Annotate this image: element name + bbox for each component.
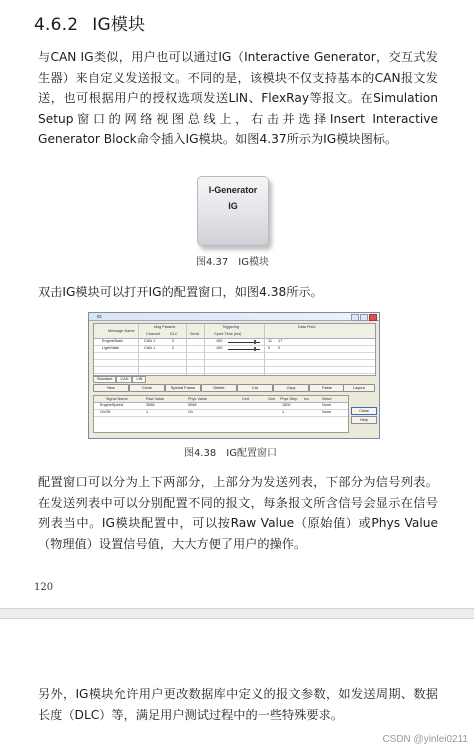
signal-list-header <box>94 396 348 403</box>
tab-lin[interactable]: LIN <box>132 376 146 383</box>
ig-module-icon <box>197 176 269 246</box>
message-cycle: 100 <box>216 339 223 343</box>
col-unit: Unit <box>242 397 249 401</box>
col-dlc: DLC <box>170 332 178 336</box>
col-signal-name: Signal Name <box>106 397 128 401</box>
col-data-field: Data Field <box>298 325 316 329</box>
signal-phys-value: 3068 <box>188 403 197 407</box>
paragraph-open-window: 双击IG模块可以打开IG的配置窗口，如图4.38所示。 <box>38 285 323 299</box>
tab-standard[interactable]: Standard <box>93 376 116 383</box>
maximize-icon <box>360 314 368 321</box>
window-titlebar <box>89 313 379 321</box>
col-phys-value: Phys Value <box>188 397 207 401</box>
col-message-name: Message Name <box>108 329 135 333</box>
figure-437-caption: 图4.37 IG模块 <box>196 257 269 268</box>
col-triggering: Triggering <box>222 325 239 329</box>
signal-raw-value: 3068 <box>146 403 155 407</box>
layout-button[interactable]: Layout <box>343 384 375 392</box>
col-channel: Channel <box>146 332 161 336</box>
signal-phys-value: On <box>188 410 194 414</box>
cycle-slider-knob <box>254 340 256 344</box>
col-wave: Wave <box>322 397 332 401</box>
col-inc: Inc <box>304 397 310 401</box>
data-byte-0: 11 <box>268 339 272 343</box>
ig-block-line2: IG <box>228 201 238 211</box>
col-raw-value: Raw Value <box>146 397 165 401</box>
message-dlc: 2 <box>172 339 175 343</box>
signal-name: OnOff <box>100 410 111 414</box>
window-controls <box>351 314 377 321</box>
tab-can[interactable]: CAN <box>116 376 132 383</box>
help-button[interactable]: Help <box>351 416 377 424</box>
ig-block-line1: I-Generator <box>208 185 258 195</box>
close-button[interactable]: Close <box>351 407 377 415</box>
data-byte-1: 0 <box>278 346 281 350</box>
window-title: IG <box>97 314 102 319</box>
col-msg-params: Msg Params <box>154 325 176 329</box>
col-phys-step: Phys Step <box>280 397 298 401</box>
send-list-table <box>93 323 376 376</box>
page-number: 120 <box>34 582 54 593</box>
signal-list-table <box>93 395 349 433</box>
section-number: 4.6.2 <box>34 15 79 35</box>
message-name: EngineState <box>102 339 123 343</box>
message-dlc: 2 <box>172 346 175 350</box>
page-separator <box>0 608 474 619</box>
signal-phys-step: 1 <box>282 410 285 414</box>
figure-438-caption: 图4.38 IG配置窗口 <box>184 448 277 459</box>
ig-config-window-screenshot <box>88 312 380 439</box>
send-list-buttons <box>93 384 374 392</box>
message-channel: CAN 1 <box>144 339 156 343</box>
minimize-icon <box>351 314 359 321</box>
signal-name: EngineSpeed <box>100 403 123 407</box>
col-send: Send <box>190 332 199 336</box>
signal-row[interactable] <box>94 403 348 410</box>
data-byte-0: 0 <box>268 346 271 350</box>
cut-button[interactable]: Cut <box>237 384 273 392</box>
cycle-slider-knob <box>254 347 256 351</box>
message-cycle: 100 <box>216 346 223 350</box>
special-frame-button[interactable]: Special Frame <box>165 384 201 392</box>
message-name: LightState <box>102 346 120 350</box>
delete-button[interactable]: Delete <box>201 384 237 392</box>
new-button[interactable]: New <box>93 384 129 392</box>
watermark: CSDN @yinlei0211 <box>382 734 468 745</box>
data-byte-1: 17 <box>278 339 283 343</box>
signal-wave: None <box>322 403 332 407</box>
col-cycle-time: Cycle Time (ms) <box>214 332 242 336</box>
protocol-tabs <box>93 376 146 382</box>
signal-row[interactable] <box>94 410 348 417</box>
signal-raw-value: 1 <box>146 410 149 414</box>
send-list-header <box>94 324 375 339</box>
col-gen: Gen <box>268 397 276 401</box>
signal-phys-step: 1500 <box>282 403 291 407</box>
paragraph-intro: 与CAN IG类似，用户也可以通过IG（Interactive Generator，交互式发生器）来自定义发送报文。不同的是，该模块不仅支持基本的CAN报文发送，也可根据用户的授权选项发送LIN、FlexRay等报文。在Simulation Setup窗口的网络视图总线上，右击并选择Insert Interactive Generator Block命令插入IG模块。如图4.37所示为IG模块图标。 <box>38 50 438 147</box>
paste-button[interactable]: Paste <box>309 384 345 392</box>
close-icon <box>369 314 377 321</box>
message-channel: CAN 1 <box>144 346 156 350</box>
clone-button[interactable]: Clone <box>129 384 165 392</box>
section-title: IG模块 <box>92 15 146 35</box>
paragraph-window-layout: 配置窗口可以分为上下两部分，上部分为发送列表，下部分为信号列表。在发送列表中可以分别配置不同的报文，每条报文所含信号会显示在信号列表当中。IG模块配置中，可以按Raw Value（原始值）或Phys Value（物理值）设置信号值，大大方便了用户的操作。 <box>38 475 438 551</box>
signal-wave: None <box>322 410 332 414</box>
send-list-row[interactable] <box>94 346 375 353</box>
section-heading <box>34 10 145 35</box>
send-list-row[interactable] <box>94 339 375 346</box>
paragraph-message-params: 另外，IG模块允许用户更改数据库中定义的报文参数，如发送周期、数据长度（DLC）等，满足用户测试过程中的一些特殊要求。 <box>38 687 438 722</box>
copy-button[interactable]: Copy <box>273 384 309 392</box>
